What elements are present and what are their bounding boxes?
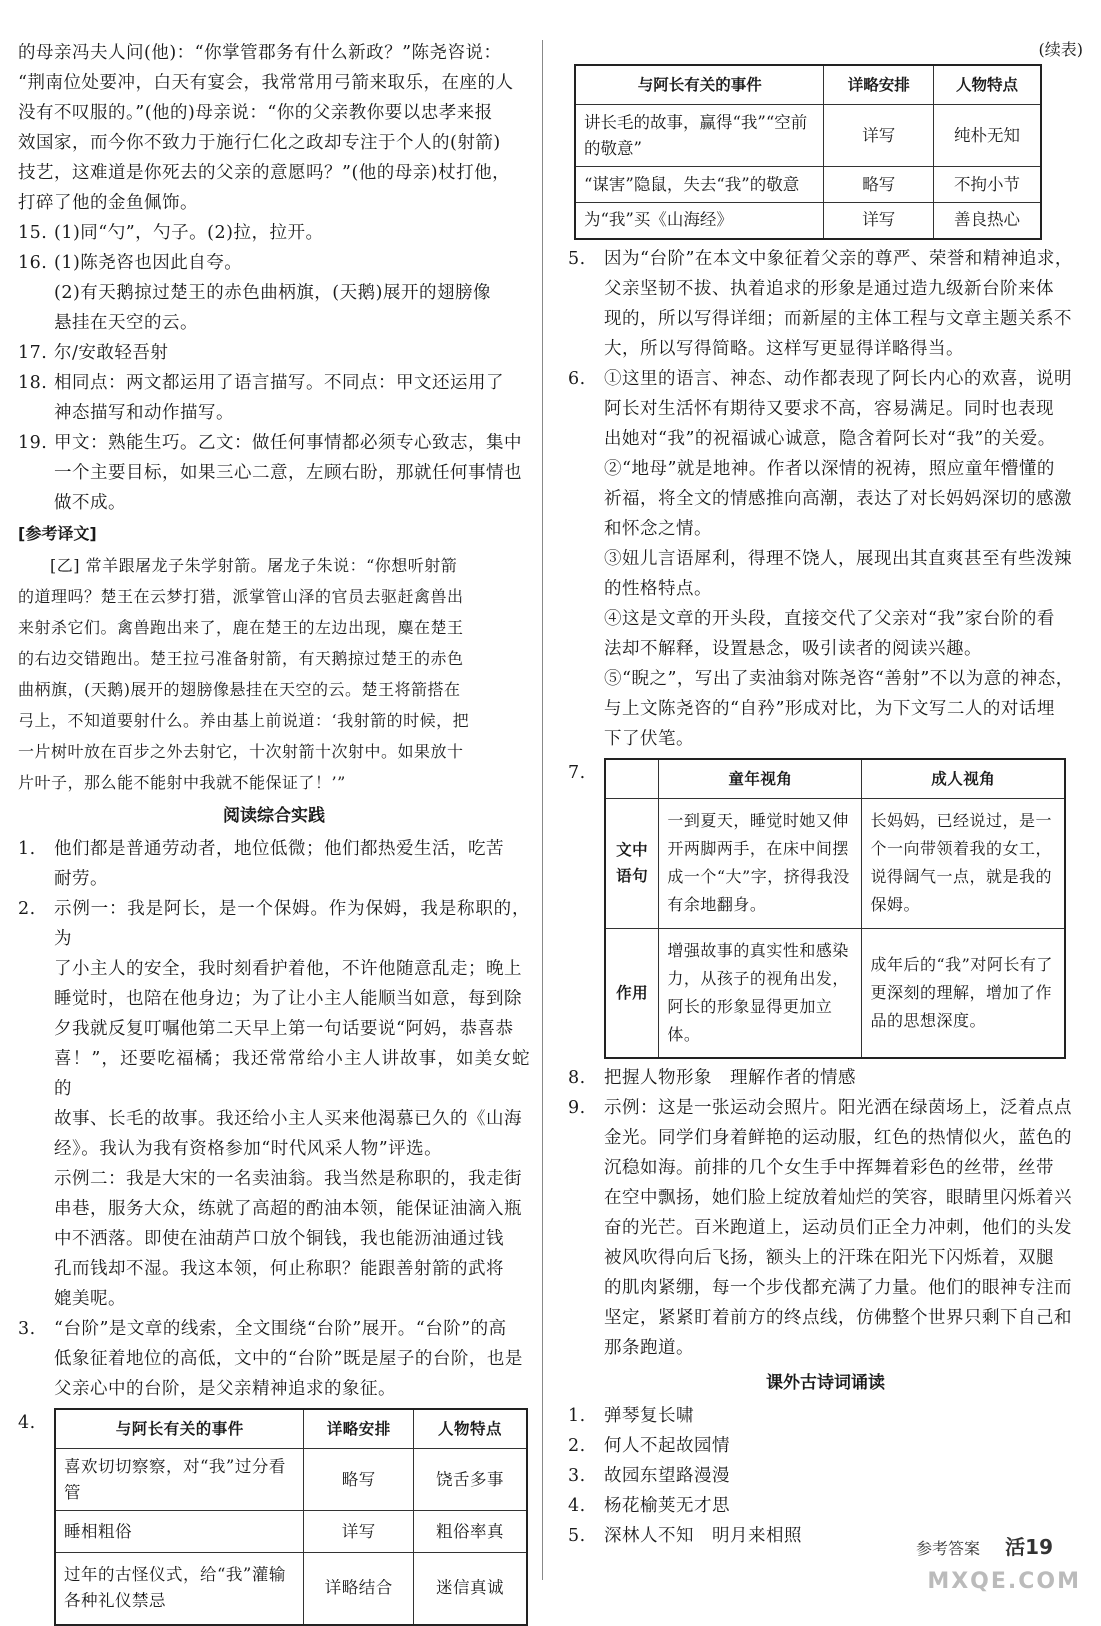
table-header: 与阿长有关的事件 bbox=[575, 65, 824, 105]
poem-4 bbox=[568, 1491, 1083, 1521]
text-line: 弓上，不知道要射什么。养由基上前说道：‘我射箭的时候，把 bbox=[18, 711, 470, 730]
continued-label: (续表) bbox=[1038, 40, 1083, 59]
table-cell: 善良热心 bbox=[933, 203, 1041, 239]
table-header: 详略安排 bbox=[304, 1409, 414, 1449]
text-line: 故事、长毛的故事。我还给小主人买来他渴慕已久的《山海 bbox=[54, 1109, 522, 1129]
table-cell: 粗俗率真 bbox=[413, 1511, 527, 1553]
right-column bbox=[568, 38, 1083, 1551]
table-row bbox=[55, 1449, 527, 1511]
text-line: 和怀念之情。 bbox=[604, 518, 712, 539]
text-line: 经》。我认为我有资格参加“时代风采人物”评选。 bbox=[54, 1139, 443, 1159]
table-cell: 详略结合 bbox=[304, 1553, 414, 1625]
table-cell: 详写 bbox=[824, 105, 934, 167]
section-heading: 课外古诗词诵读 bbox=[766, 1373, 885, 1393]
text-line: 现的，所以写得详细；而新屋的主体工程与文章主题关系不 bbox=[604, 308, 1072, 329]
text-line: 的肌肉紧绷，每一个步伐都充满了力量。他们的眼神专注而 bbox=[604, 1278, 1072, 1298]
answer-19 bbox=[18, 428, 530, 518]
practice-2 bbox=[18, 894, 530, 1314]
text-line: 故园东望路漫漫 bbox=[604, 1466, 730, 1486]
text-line: ②“地母”就是地神。作者以深情的祝祷，照应童年懵懂的 bbox=[604, 458, 1055, 479]
table-header: 童年视角 bbox=[659, 759, 862, 799]
table-row bbox=[575, 167, 1041, 203]
text-line: 那条跑道。 bbox=[604, 1338, 694, 1358]
table-cell: 纯朴无知 bbox=[933, 105, 1041, 167]
practice-4 bbox=[18, 1408, 530, 1626]
item-number: 2. bbox=[18, 899, 36, 919]
poem-2 bbox=[568, 1431, 1083, 1461]
page-number: 活19 bbox=[1005, 1535, 1053, 1559]
item-number: 3. bbox=[18, 1319, 36, 1339]
item-number: 17. bbox=[18, 343, 48, 363]
practice-6 bbox=[568, 364, 1083, 754]
text-line: 一个主要目标，如果三心二意，左顾右盼，那就任何事情也 bbox=[54, 463, 522, 483]
text-line: 示例：这是一张运动会照片。阳光洒在绿茵场上，泛着点点 bbox=[604, 1098, 1072, 1118]
item-number: 1. bbox=[18, 839, 36, 859]
text-line: 的右边交错跑出。楚王拉弓准备射箭，有天鹅掠过楚王的赤色 bbox=[18, 649, 464, 668]
practice-1 bbox=[18, 834, 530, 894]
text-line: 的性格特点。 bbox=[604, 578, 712, 599]
item-number: 18. bbox=[18, 373, 48, 393]
table-header bbox=[605, 759, 659, 799]
table-cell: 喜欢切切察察，对“我”过分看管 bbox=[55, 1449, 304, 1511]
table-row bbox=[605, 798, 1065, 928]
column-divider bbox=[542, 40, 543, 1580]
text-line: 因为“台阶”在本文中象征着父亲的尊严、荣誉和精神追求， bbox=[604, 248, 1073, 269]
answer-17 bbox=[18, 338, 530, 368]
text-line: (1)同“勺”，勺子。(2)拉，拉开。 bbox=[54, 223, 324, 243]
item-number: 4. bbox=[18, 1413, 36, 1433]
table-cell: 一到夏天，睡觉时她又伸开两脚两手，在床中间摆成一个“大”字，挤得我没有余地翻身。 bbox=[659, 798, 862, 928]
text-line: 没有不叹服的。”(他的)母亲说：“你的父亲教你要以忠孝来报 bbox=[18, 103, 493, 123]
text-line: 做不成。 bbox=[54, 493, 126, 513]
text-line: 他们都是普通劳动者，地位低微；他们都热爱生活，吃苦 bbox=[54, 839, 504, 859]
text-line: ③妞儿言语犀利，得理不饶人，展现出其直爽甚至有些泼辣 bbox=[604, 548, 1072, 569]
section-heading: 阅读综合实践 bbox=[223, 806, 325, 826]
perspective-table bbox=[604, 758, 1066, 1060]
text-line: 被风吹得向后飞扬，额头上的汗珠在阳光下闪烁着，双腿 bbox=[604, 1248, 1054, 1268]
table-row bbox=[55, 1511, 527, 1553]
text-line: 的母亲冯夫人问(他)：“你掌管郡务有什么新政？”陈尧咨说： bbox=[18, 43, 502, 63]
text-line: 一片树叶放在百步之外去射它，十次射箭十次射中。如果放十 bbox=[18, 742, 464, 761]
table-cell: 为“我”买《山海经》 bbox=[575, 203, 824, 239]
table-header: 详略安排 bbox=[824, 65, 934, 105]
table-header: 人物特点 bbox=[413, 1409, 527, 1449]
text-line: 喜！”，还要吃福橘；我还常常给小主人讲故事，如美女蛇的 bbox=[54, 1049, 530, 1099]
text-line: 孔而钱却不湿。我这本领，何止称职？能跟善射箭的武将 bbox=[54, 1259, 504, 1279]
item-number: 6. bbox=[568, 368, 586, 389]
item-number: 8. bbox=[568, 1068, 586, 1088]
text-line: 阿长对生活怀有期待又要求不高，容易满足。同时也表现 bbox=[604, 398, 1054, 419]
text-line: 下了伏笔。 bbox=[604, 728, 694, 749]
events-table-continued bbox=[574, 64, 1042, 240]
text-line: 大，所以写得简略。这样写更显得详略得当。 bbox=[604, 338, 964, 359]
table-cell: “谋害”隐鼠，失去“我”的敬意 bbox=[575, 167, 824, 203]
text-line: 父亲坚韧不拔、执着追求的形象是通过造九级新台阶来体 bbox=[604, 278, 1054, 299]
text-line: ①这里的语言、神态、动作都表现了阿长内心的欢喜，说明 bbox=[604, 368, 1072, 389]
table-cell: 讲长毛的故事，赢得“我”“空前的敬意” bbox=[575, 105, 824, 167]
footer-label: 参考答案 bbox=[916, 1539, 981, 1558]
item-number: 3. bbox=[568, 1466, 586, 1486]
table-cell: 迷信真诚 bbox=[413, 1553, 527, 1625]
practice-8 bbox=[568, 1063, 1083, 1093]
text-line: 奋的光芒。百米跑道上，运动员们正全力冲刺，他们的头发 bbox=[604, 1218, 1072, 1238]
text-line: 相同点：两文都运用了语言描写。不同点：甲文还运用了 bbox=[54, 373, 504, 393]
text-line: 曲柄旗，(天鹅)展开的翅膀像悬挂在天空的云。楚王将箭搭在 bbox=[18, 680, 461, 699]
text-line: 金光。同学们身着鲜艳的运动服，红色的热情似火，蓝色的 bbox=[604, 1128, 1072, 1148]
intro-text bbox=[18, 38, 530, 218]
text-line: 祈福，将全文的情感推向高潮，表达了对长妈妈深切的感激 bbox=[604, 488, 1072, 509]
table-cell: 详写 bbox=[824, 203, 934, 239]
poem-1 bbox=[568, 1401, 1083, 1431]
text-line: 悬挂在天空的云。 bbox=[54, 313, 198, 333]
row-label: 作用 bbox=[605, 928, 659, 1058]
text-line: 串巷，服务大众，练就了高超的酌油本领，能保证油滴入瓶 bbox=[54, 1199, 522, 1219]
text-line: 夕我就反复叮嘱他第二天早上第一句话要说“阿妈，恭喜恭 bbox=[54, 1019, 514, 1039]
text-line: 耐劳。 bbox=[54, 869, 108, 889]
item-number: 16. bbox=[18, 253, 48, 273]
table-row bbox=[575, 203, 1041, 239]
watermark: MXQE.COM bbox=[927, 1569, 1081, 1594]
text-line: 睡觉时，也陪在他身边；为了让小主人能顺当如意，每到除 bbox=[54, 989, 522, 1009]
item-number: 2. bbox=[568, 1436, 586, 1456]
text-line: ⑤“睨之”，写出了卖油翁对陈尧咨“善射”不以为意的神态， bbox=[604, 668, 1074, 689]
text-line: 父亲心中的台阶，是父亲精神追求的象征。 bbox=[54, 1379, 396, 1399]
text-line: 与上文陈尧咨的“自矜”形成对比，为下文写二人的对话埋 bbox=[604, 698, 1055, 719]
item-number: 9. bbox=[568, 1098, 586, 1118]
practice-7 bbox=[568, 758, 1083, 1060]
reference-translation-label: [参考译文] bbox=[18, 524, 97, 543]
text-line: 深林人不知 明月来相照 bbox=[604, 1526, 802, 1546]
item-number: 7. bbox=[568, 762, 586, 783]
text-line: 媲美呢。 bbox=[54, 1289, 126, 1309]
table-cell: 略写 bbox=[304, 1449, 414, 1511]
text-line: 神态描写和动作描写。 bbox=[54, 403, 234, 423]
answer-18 bbox=[18, 368, 530, 428]
page-footer bbox=[916, 1531, 1053, 1560]
poem-3 bbox=[568, 1461, 1083, 1491]
item-number: 1. bbox=[568, 1406, 586, 1426]
text-line: 把握人物形象 理解作者的情感 bbox=[604, 1068, 856, 1088]
item-number: 15. bbox=[18, 223, 48, 243]
table-cell: 饶舌多事 bbox=[413, 1449, 527, 1511]
table-header: 成人视角 bbox=[862, 759, 1065, 799]
text-line: 的道理吗？楚王在云梦打猎，派掌管山泽的官员去驱赶禽兽出 bbox=[18, 587, 464, 606]
table-header: 人物特点 bbox=[933, 65, 1041, 105]
practice-9 bbox=[568, 1093, 1083, 1363]
text-line: 来射杀它们。禽兽跑出来了，鹿在楚王的左边出现，麋在楚王 bbox=[18, 618, 464, 637]
text-line: [乙] 常羊跟屠龙子朱学射箭。屠龙子朱说：“你想听射箭 bbox=[50, 556, 458, 575]
table-header: 与阿长有关的事件 bbox=[55, 1409, 304, 1449]
table-cell: 不拘小节 bbox=[933, 167, 1041, 203]
practice-3 bbox=[18, 1314, 530, 1404]
table-cell: 睡相粗俗 bbox=[55, 1511, 304, 1553]
table-row bbox=[605, 928, 1065, 1058]
item-number: 19. bbox=[18, 433, 48, 453]
events-table bbox=[54, 1408, 528, 1626]
table-row bbox=[55, 1553, 527, 1625]
text-line: 沉稳如海。前排的几个女生手中挥舞着彩色的丝带，丝带 bbox=[604, 1158, 1054, 1178]
practice-5 bbox=[568, 244, 1083, 364]
text-line: (2)有天鹅掠过楚王的赤色曲柄旗，(天鹅)展开的翅膀像 bbox=[54, 283, 491, 303]
text-line: 坚定，紧紧盯着前方的终点线，仿佛整个世界只剩下自己和 bbox=[604, 1308, 1072, 1328]
text-line: ④这是文章的开头段，直接交代了父亲对“我”家台阶的看 bbox=[604, 608, 1055, 629]
table-cell: 详写 bbox=[304, 1511, 414, 1553]
text-line: 出她对“我”的祝福诚心诚意，隐含着阿长对“我”的关爱。 bbox=[604, 428, 1056, 449]
table-cell: 略写 bbox=[824, 167, 934, 203]
answer-16 bbox=[18, 248, 530, 338]
table-cell: 长妈妈，已经说过，是一个一向带领着我的女工，说得阔气一点，就是我的保姆。 bbox=[862, 798, 1065, 928]
text-line: 尔/安敢轻吾射 bbox=[54, 343, 169, 363]
text-line: “荆南位处要冲，白天有宴会，我常常用弓箭来取乐，在座的人 bbox=[18, 73, 514, 93]
table-cell: 成年后的“我”对阿长有了更深刻的理解，增加了作品的思想深度。 bbox=[862, 928, 1065, 1058]
translation-text bbox=[18, 550, 530, 798]
item-number: 5. bbox=[568, 1526, 586, 1546]
answer-15 bbox=[18, 218, 530, 248]
table-row bbox=[575, 105, 1041, 167]
text-line: 打碎了他的金鱼佩饰。 bbox=[18, 193, 198, 213]
text-line: 片叶子，那么能不能射中我就不能保证了！’” bbox=[18, 773, 346, 792]
table-cell: 增强故事的真实性和感染力，从孩子的视角出发，阿长的形象显得更加立体。 bbox=[659, 928, 862, 1058]
text-line: 法却不解释，设置悬念，吸引读者的阅读兴趣。 bbox=[604, 638, 982, 659]
item-number: 4. bbox=[568, 1496, 586, 1516]
text-line: 效国家，而今你不致力于施行仁化之政却专注于个人的(射箭) bbox=[18, 133, 501, 153]
text-line: 技艺，这难道是你死去的父亲的意愿吗？”(他的母亲)杖打他， bbox=[18, 163, 511, 183]
text-line: 中不洒落。即使在油葫芦口放个铜钱，我也能沥油通过钱 bbox=[54, 1229, 504, 1249]
text-line: 杨花榆荚无才思 bbox=[604, 1496, 730, 1516]
text-line: (1)陈尧咨也因此自夸。 bbox=[54, 253, 243, 273]
left-column bbox=[18, 38, 530, 1626]
table-cell: 过年的古怪仪式，给“我”灌输各种礼仪禁忌 bbox=[55, 1553, 304, 1625]
text-line: 示例二：我是大宋的一名卖油翁。我当然是称职的，我走街 bbox=[54, 1169, 522, 1189]
row-label: 文中语句 bbox=[605, 798, 659, 928]
text-line: 何人不起故园情 bbox=[604, 1436, 730, 1456]
text-line: 甲文：熟能生巧。乙文：做任何事情都必须专心致志，集中 bbox=[54, 433, 522, 453]
item-number: 5. bbox=[568, 248, 586, 269]
text-line: 示例一：我是阿长，是一个保姆。作为保姆，我是称职的，为 bbox=[54, 899, 530, 949]
text-line: 低象征着地位的高低，文中的“台阶”既是屋子的台阶，也是 bbox=[54, 1349, 523, 1369]
text-line: 弹琴复长啸 bbox=[604, 1406, 694, 1426]
text-line: “台阶”是文章的线索，全文围绕“台阶”展开。“台阶”的高 bbox=[54, 1319, 507, 1339]
text-line: 在空中飘扬，她们脸上绽放着灿烂的笑容，眼睛里闪烁着兴 bbox=[604, 1188, 1072, 1208]
text-line: 了小主人的安全，我时刻看护着他，不许他随意乱走；晚上 bbox=[54, 959, 522, 979]
